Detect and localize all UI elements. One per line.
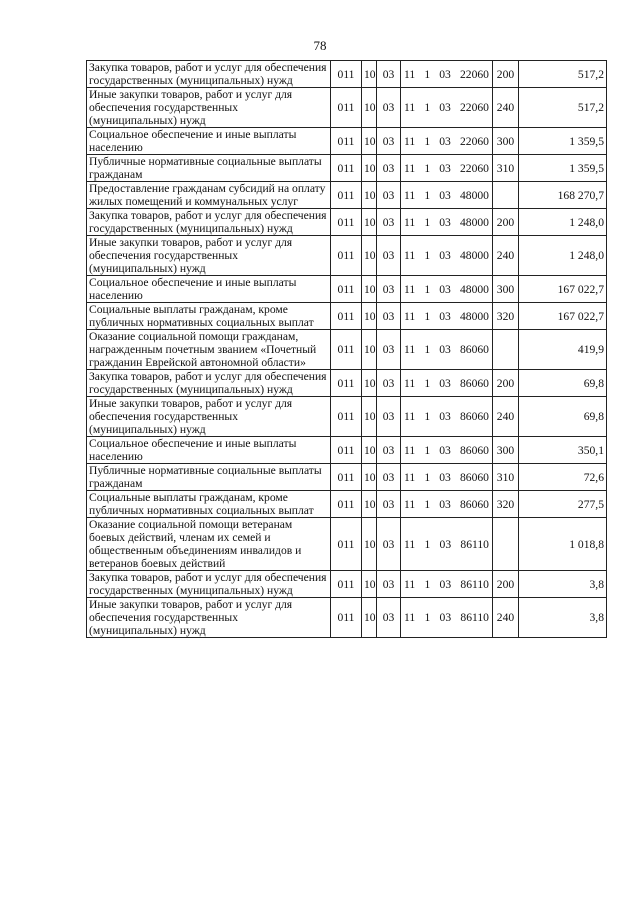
- target-article-part: 1: [424, 161, 431, 175]
- pr-code-cell: 03: [377, 155, 401, 182]
- target-article-part: 11: [404, 101, 416, 114]
- target-article-part: 1: [424, 497, 431, 511]
- rz-code-cell: 10: [362, 303, 377, 330]
- row-name-cell: Социальное обеспечение и иные выплаты населению: [87, 276, 331, 303]
- target-article-part: 22060: [459, 161, 489, 175]
- target-article-cell: [401, 330, 493, 370]
- target-article-part: 22060: [459, 67, 489, 81]
- gr-code-cell: 011: [331, 370, 362, 397]
- vr-code-cell: 320: [493, 491, 519, 518]
- gr-code-cell: 011: [331, 303, 362, 330]
- pr-code-cell: 03: [377, 370, 401, 397]
- target-article-part: 1: [424, 343, 431, 356]
- table-row: [87, 370, 607, 397]
- vr-code-cell: [493, 182, 519, 209]
- rz-code-cell: 10: [362, 128, 377, 155]
- rz-code-cell: 10: [362, 518, 377, 571]
- target-article-part: 11: [404, 134, 416, 148]
- gr-code-cell: 011: [331, 518, 362, 571]
- table-row: [87, 236, 607, 276]
- target-article-cell: [401, 88, 493, 128]
- target-article-cell: [401, 518, 493, 571]
- vr-code-cell: 200: [493, 571, 519, 598]
- target-article-cell: [401, 370, 493, 397]
- pr-code-cell: 03: [377, 88, 401, 128]
- sum-cell: 167 022,7: [519, 276, 607, 303]
- target-article-part: 86060: [459, 497, 489, 511]
- rz-code-cell: 10: [362, 276, 377, 303]
- target-article-part: 86110: [460, 611, 489, 624]
- table-row: [87, 437, 607, 464]
- target-article-part: 11: [404, 497, 416, 511]
- row-name-cell: Закупка товаров, работ и услуг для обеспечения государственных (муниципальных) нужд: [87, 209, 331, 236]
- target-article-part: 03: [439, 497, 451, 511]
- gr-code-cell: 011: [331, 491, 362, 518]
- rz-code-cell: 10: [362, 88, 377, 128]
- rz-code-cell: 10: [362, 370, 377, 397]
- table-row: [87, 518, 607, 571]
- row-name-cell: Иные закупки товаров, работ и услуг для обеспечения государственных (муниципальных) нужд: [87, 598, 331, 638]
- target-article-cell: [401, 464, 493, 491]
- target-article-part: 86060: [459, 376, 489, 390]
- target-article-part: 03: [439, 376, 451, 390]
- gr-code-cell: 011: [331, 437, 362, 464]
- target-article-part: 03: [439, 161, 451, 175]
- target-article-cell: [401, 397, 493, 437]
- row-name-cell: Закупка товаров, работ и услуг для обеспечения государственных (муниципальных) нужд: [87, 571, 331, 598]
- target-article-part: 1: [424, 67, 431, 81]
- rz-code-cell: 10: [362, 437, 377, 464]
- rz-code-cell: 10: [362, 155, 377, 182]
- gr-code-cell: 011: [331, 598, 362, 638]
- sum-cell: 69,8: [519, 370, 607, 397]
- target-article-cell: [401, 491, 493, 518]
- target-article-cell: [401, 182, 493, 209]
- target-article-cell: [401, 571, 493, 598]
- pr-code-cell: 03: [377, 571, 401, 598]
- target-article-part: 03: [439, 410, 451, 423]
- target-article-part: 1: [424, 470, 431, 484]
- row-name-cell: Социальное обеспечение и иные выплаты населению: [87, 128, 331, 155]
- target-article-part: 03: [439, 249, 451, 262]
- table-row: [87, 209, 607, 236]
- target-article-part: 11: [404, 67, 416, 81]
- pr-code-cell: 03: [377, 303, 401, 330]
- target-article-part: 48000: [459, 282, 489, 296]
- target-article-part: 86060: [459, 470, 489, 484]
- vr-code-cell: 240: [493, 598, 519, 638]
- sum-cell: 168 270,7: [519, 182, 607, 209]
- rz-code-cell: 10: [362, 209, 377, 236]
- table-row: [87, 128, 607, 155]
- target-article-part: 1: [424, 410, 431, 423]
- vr-code-cell: [493, 518, 519, 571]
- target-article-part: 03: [439, 282, 451, 296]
- target-article-part: 22060: [459, 134, 489, 148]
- pr-code-cell: 03: [377, 209, 401, 236]
- target-article-part: 1: [424, 309, 431, 323]
- target-article-part: 1: [424, 611, 431, 624]
- pr-code-cell: 03: [377, 182, 401, 209]
- vr-code-cell: [493, 330, 519, 370]
- table-row: [87, 491, 607, 518]
- target-article-part: 11: [404, 343, 416, 356]
- sum-cell: 350,1: [519, 437, 607, 464]
- target-article-part: 1: [424, 249, 431, 262]
- target-article-cell: [401, 61, 493, 88]
- row-name-cell: Оказание социальной помощи ветеранам боевых действий, членам их семей и общественным объединениям инвалидов и ветеранов боевых действий: [87, 518, 331, 571]
- target-article-part: 03: [439, 577, 452, 591]
- vr-code-cell: 300: [493, 276, 519, 303]
- target-article-part: 86060: [459, 410, 489, 423]
- pr-code-cell: 03: [377, 437, 401, 464]
- pr-code-cell: 03: [377, 276, 401, 303]
- row-name-cell: Закупка товаров, работ и услуг для обеспечения государственных (муниципальных) нужд: [87, 370, 331, 397]
- target-article-part: 1: [424, 443, 431, 457]
- gr-code-cell: 011: [331, 330, 362, 370]
- vr-code-cell: 310: [493, 155, 519, 182]
- target-article-part: 1: [424, 537, 431, 551]
- row-name-cell: Иные закупки товаров, работ и услуг для обеспечения государственных (муниципальных) нужд: [87, 88, 331, 128]
- table-row: [87, 155, 607, 182]
- target-article-part: 48000: [459, 215, 489, 229]
- target-article-part: 11: [404, 161, 416, 175]
- target-article-cell: [401, 276, 493, 303]
- row-name-cell: Иные закупки товаров, работ и услуг для обеспечения государственных (муниципальных) нужд: [87, 236, 331, 276]
- row-name-cell: Публичные нормативные социальные выплаты гражданам: [87, 155, 331, 182]
- target-article-part: 11: [404, 188, 416, 202]
- target-article-part: 11: [404, 443, 416, 457]
- target-article-part: 03: [439, 343, 451, 356]
- table-row: [87, 303, 607, 330]
- target-article-part: 1: [424, 577, 431, 591]
- gr-code-cell: 011: [331, 88, 362, 128]
- pr-code-cell: 03: [377, 598, 401, 638]
- target-article-part: 11: [404, 611, 416, 624]
- pr-code-cell: 03: [377, 491, 401, 518]
- target-article-part: 03: [439, 67, 451, 81]
- table-row: [87, 464, 607, 491]
- target-article-part: 1: [424, 282, 431, 296]
- table-row: [87, 276, 607, 303]
- row-name-cell: Публичные нормативные социальные выплаты гражданам: [87, 464, 331, 491]
- target-article-part: 11: [404, 410, 416, 423]
- rz-code-cell: 10: [362, 330, 377, 370]
- budget-table: [86, 60, 607, 638]
- table-row: [87, 571, 607, 598]
- target-article-part: 03: [439, 470, 451, 484]
- target-article-part: 11: [404, 537, 416, 551]
- rz-code-cell: 10: [362, 571, 377, 598]
- target-article-part: 11: [404, 470, 416, 484]
- target-article-part: 11: [404, 309, 416, 323]
- pr-code-cell: 03: [377, 330, 401, 370]
- row-name-cell: Социальные выплаты гражданам, кроме публичных нормативных социальных выплат: [87, 491, 331, 518]
- vr-code-cell: 300: [493, 437, 519, 464]
- vr-code-cell: 310: [493, 464, 519, 491]
- target-article-part: 1: [424, 215, 431, 229]
- target-article-part: 86110: [460, 577, 489, 591]
- row-name-cell: Оказание социальной помощи гражданам, награжденным почетным званием «Почетный гражданин Еврейской автономной области»: [87, 330, 331, 370]
- gr-code-cell: 011: [331, 236, 362, 276]
- target-article-part: 03: [439, 537, 452, 551]
- gr-code-cell: 011: [331, 182, 362, 209]
- rz-code-cell: 10: [362, 182, 377, 209]
- target-article-part: 03: [439, 134, 451, 148]
- sum-cell: 1 248,0: [519, 209, 607, 236]
- pr-code-cell: 03: [377, 128, 401, 155]
- target-article-cell: [401, 155, 493, 182]
- target-article-part: 11: [404, 577, 416, 591]
- row-name-cell: Предоставление гражданам субсидий на оплату жилых помещений и коммунальных услуг: [87, 182, 331, 209]
- gr-code-cell: 011: [331, 155, 362, 182]
- table-row: [87, 397, 607, 437]
- target-article-part: 03: [439, 309, 451, 323]
- pr-code-cell: 03: [377, 236, 401, 276]
- target-article-part: 48000: [459, 188, 489, 202]
- rz-code-cell: 10: [362, 61, 377, 88]
- target-article-part: 11: [404, 249, 416, 262]
- rz-code-cell: 10: [362, 236, 377, 276]
- sum-cell: 69,8: [519, 397, 607, 437]
- vr-code-cell: 200: [493, 61, 519, 88]
- sum-cell: 277,5: [519, 491, 607, 518]
- gr-code-cell: 011: [331, 571, 362, 598]
- sum-cell: 1 359,5: [519, 155, 607, 182]
- table-row: [87, 88, 607, 128]
- vr-code-cell: 240: [493, 88, 519, 128]
- table-row: [87, 330, 607, 370]
- sum-cell: 419,9: [519, 330, 607, 370]
- target-article-part: 11: [404, 376, 416, 390]
- gr-code-cell: 011: [331, 209, 362, 236]
- gr-code-cell: 011: [331, 276, 362, 303]
- target-article-part: 03: [439, 443, 451, 457]
- sum-cell: 72,6: [519, 464, 607, 491]
- gr-code-cell: 011: [331, 397, 362, 437]
- table-row: [87, 61, 607, 88]
- row-name-cell: Социальные выплаты гражданам, кроме публичных нормативных социальных выплат: [87, 303, 331, 330]
- target-article-part: 1: [424, 134, 431, 148]
- vr-code-cell: 320: [493, 303, 519, 330]
- target-article-part: 86060: [459, 343, 489, 356]
- vr-code-cell: 200: [493, 370, 519, 397]
- vr-code-cell: 300: [493, 128, 519, 155]
- row-name-cell: Закупка товаров, работ и услуг для обеспечения государственных (муниципальных) нужд: [87, 61, 331, 88]
- pr-code-cell: 03: [377, 518, 401, 571]
- rz-code-cell: 10: [362, 598, 377, 638]
- sum-cell: 1 359,5: [519, 128, 607, 155]
- target-article-part: 1: [424, 376, 431, 390]
- target-article-part: 86110: [460, 537, 489, 551]
- rz-code-cell: 10: [362, 491, 377, 518]
- target-article-cell: [401, 209, 493, 236]
- vr-code-cell: 240: [493, 397, 519, 437]
- gr-code-cell: 011: [331, 61, 362, 88]
- target-article-cell: [401, 128, 493, 155]
- sum-cell: 1 018,8: [519, 518, 607, 571]
- target-article-part: 11: [404, 282, 416, 296]
- vr-code-cell: 200: [493, 209, 519, 236]
- pr-code-cell: 03: [377, 61, 401, 88]
- pr-code-cell: 03: [377, 464, 401, 491]
- gr-code-cell: 011: [331, 464, 362, 491]
- target-article-part: 03: [439, 101, 451, 114]
- row-name-cell: Иные закупки товаров, работ и услуг для обеспечения государственных (муниципальных) нужд: [87, 397, 331, 437]
- target-article-cell: [401, 598, 493, 638]
- target-article-part: 03: [439, 215, 451, 229]
- sum-cell: 517,2: [519, 61, 607, 88]
- gr-code-cell: 011: [331, 128, 362, 155]
- table-row: [87, 598, 607, 638]
- target-article-part: 48000: [459, 309, 489, 323]
- sum-cell: 517,2: [519, 88, 607, 128]
- table-row: [87, 182, 607, 209]
- target-article-cell: [401, 303, 493, 330]
- target-article-part: 03: [439, 188, 451, 202]
- target-article-part: 86060: [459, 443, 489, 457]
- sum-cell: 1 248,0: [519, 236, 607, 276]
- vr-code-cell: 240: [493, 236, 519, 276]
- row-name-cell: Социальное обеспечение и иные выплаты населению: [87, 437, 331, 464]
- target-article-part: 48000: [459, 249, 489, 262]
- sum-cell: 167 022,7: [519, 303, 607, 330]
- target-article-cell: [401, 236, 493, 276]
- sum-cell: 3,8: [519, 598, 607, 638]
- rz-code-cell: 10: [362, 464, 377, 491]
- page-number: 78: [313, 38, 327, 53]
- target-article-cell: [401, 437, 493, 464]
- sum-cell: 3,8: [519, 571, 607, 598]
- target-article-part: 11: [404, 215, 416, 229]
- target-article-part: 1: [424, 101, 431, 114]
- pr-code-cell: 03: [377, 397, 401, 437]
- target-article-part: 03: [439, 611, 452, 624]
- rz-code-cell: 10: [362, 397, 377, 437]
- target-article-part: 22060: [459, 101, 489, 114]
- target-article-part: 1: [424, 188, 431, 202]
